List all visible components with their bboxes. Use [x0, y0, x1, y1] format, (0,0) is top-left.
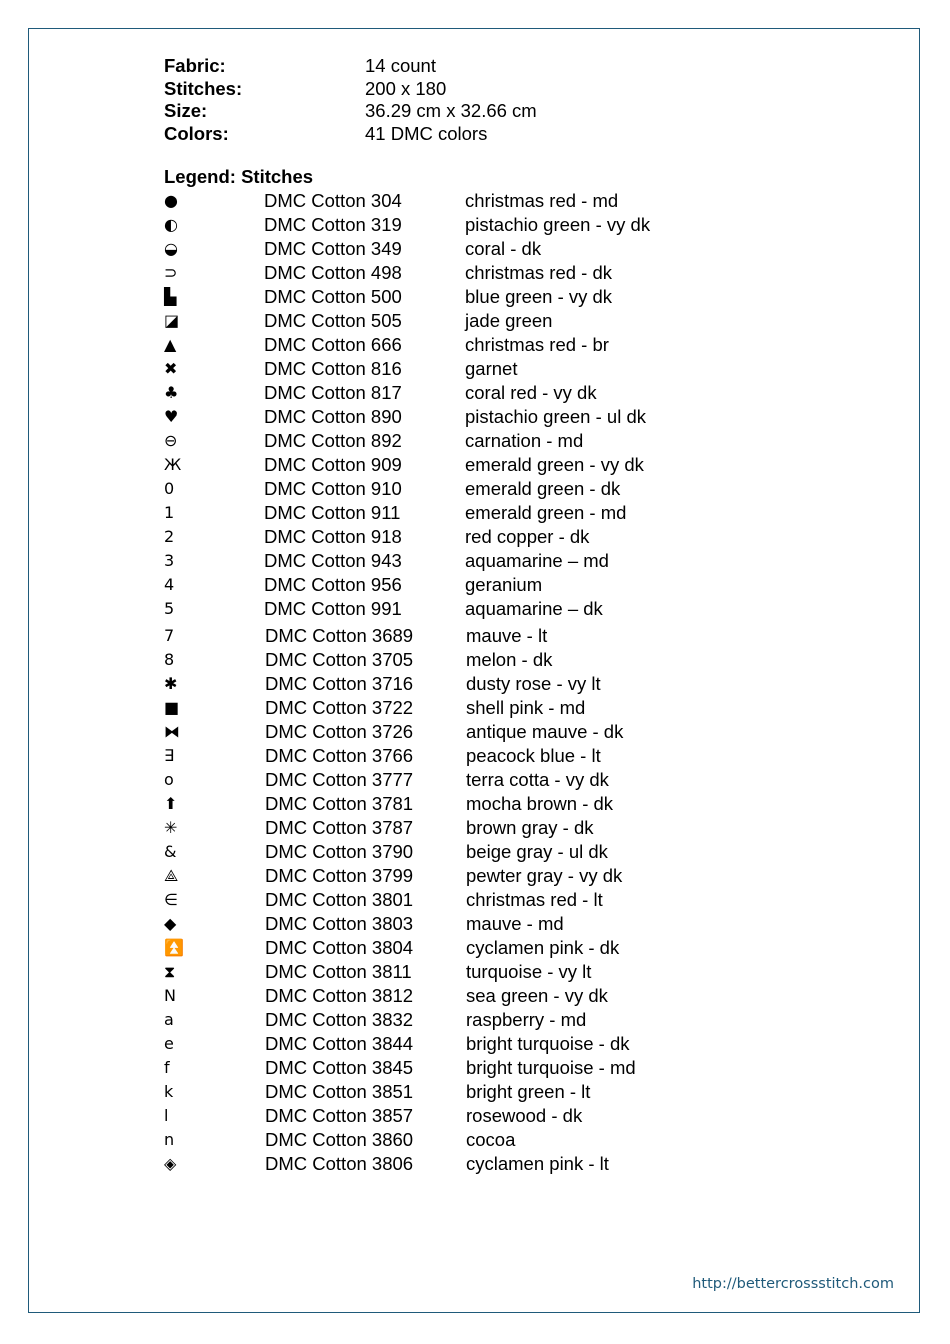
thread-code: DMC Cotton 911 [264, 502, 401, 523]
color-name: bright green - lt [466, 1081, 591, 1102]
thread-code: DMC Cotton 3689 [265, 625, 414, 646]
thread-code: DMC Cotton 3844 [265, 1033, 414, 1054]
color-name: carnation - md [465, 430, 584, 451]
stitch-symbol-icon: ✖ [164, 359, 178, 378]
thread-code: DMC Cotton 918 [264, 526, 402, 547]
legend-row [164, 573, 724, 597]
legend-row [164, 453, 724, 477]
thread-code: DMC Cotton 304 [264, 190, 402, 211]
stitch-symbol-icon: 4 [164, 575, 175, 594]
color-name: aquamarine – md [465, 550, 609, 571]
color-name: beige gray - ul dk [466, 841, 608, 862]
thread-code: DMC Cotton 319 [264, 214, 402, 235]
color-name: emerald green - md [465, 502, 627, 523]
legend-row [164, 261, 724, 285]
thread-code: DMC Cotton 890 [264, 406, 402, 427]
legend-row [164, 333, 724, 357]
stitch-symbol-icon: ◪ [164, 311, 180, 330]
color-name: emerald green - vy dk [465, 454, 644, 475]
legend-row [164, 1008, 724, 1032]
color-name: dusty rose - vy lt [466, 673, 601, 694]
legend-row [164, 501, 724, 525]
stitch-symbol-icon: ♣ [164, 383, 179, 402]
stitch-symbol-icon: ⟁ [164, 866, 179, 885]
stitch-symbol-icon: & [164, 842, 177, 861]
color-name: pistachio green - vy dk [465, 214, 651, 235]
legend-row [164, 309, 724, 333]
thread-code: DMC Cotton 3812 [265, 985, 414, 1006]
color-name: mauve - lt [466, 625, 548, 646]
legend-row [164, 816, 724, 840]
stitch-symbol-icon: l [164, 1106, 169, 1125]
legend-list [164, 189, 724, 1176]
stitch-symbol-icon: o [164, 770, 174, 789]
color-name: emerald green - dk [465, 478, 621, 499]
legend-row [164, 696, 724, 720]
color-name: turquoise - vy lt [466, 961, 592, 982]
color-name: coral red - vy dk [465, 382, 597, 403]
color-name: raspberry - md [466, 1009, 587, 1030]
color-name: terra cotta - vy dk [466, 769, 609, 790]
color-name: red copper - dk [465, 526, 590, 547]
legend-row [164, 477, 724, 501]
legend-row [164, 672, 724, 696]
stitch-symbol-icon: ◒ [164, 239, 178, 258]
color-name: garnet [465, 358, 518, 379]
legend-row [164, 840, 724, 864]
legend-row [164, 888, 724, 912]
stitch-symbol-icon: e [164, 1034, 174, 1053]
stitch-symbol-icon: ◈ [164, 1154, 177, 1173]
color-name: peacock blue - lt [466, 745, 601, 766]
legend-row [164, 189, 724, 213]
thread-code: DMC Cotton 3777 [265, 769, 414, 790]
legend-row [164, 1152, 724, 1176]
stitch-symbol-icon: n [164, 1130, 175, 1149]
stitch-symbol-icon: 7 [164, 626, 175, 645]
stitch-symbol-icon: 3 [164, 551, 175, 570]
thread-code: DMC Cotton 500 [264, 286, 402, 307]
color-name: pewter gray - vy dk [466, 865, 623, 886]
legend-row [164, 381, 724, 405]
color-name: rosewood - dk [466, 1105, 583, 1126]
legend-row [164, 525, 724, 549]
stitch-symbol-icon: ⏫ [164, 938, 184, 957]
legend-row [164, 405, 724, 429]
stitch-symbol-icon: Ж [164, 455, 182, 474]
legend-row [164, 429, 724, 453]
stitch-symbol-icon: N [164, 986, 176, 1005]
legend-row [164, 624, 724, 648]
legend-row [164, 720, 724, 744]
thread-code: DMC Cotton 991 [264, 598, 402, 619]
stitch-symbol-icon: ⧗ [164, 962, 176, 981]
legend-row [164, 213, 724, 237]
legend-row [164, 648, 724, 672]
stitch-symbol-icon: ✱ [164, 674, 178, 693]
legend-row [164, 864, 724, 888]
color-name: brown gray - dk [466, 817, 594, 838]
legend-row [164, 1032, 724, 1056]
legend-row [164, 1128, 724, 1152]
thread-code: DMC Cotton 3832 [265, 1009, 414, 1030]
stitch-symbol-icon: f [164, 1058, 170, 1077]
legend-row [164, 285, 724, 309]
stitch-symbol-icon: 8 [164, 650, 175, 669]
thread-code: DMC Cotton 3804 [265, 937, 414, 958]
color-name: christmas red - br [465, 334, 609, 355]
stitch-symbol-icon: ▲ [164, 335, 177, 354]
thread-code: DMC Cotton 3860 [265, 1129, 414, 1150]
color-name: bright turquoise - dk [466, 1033, 630, 1054]
info-label: Stitches: [164, 77, 243, 99]
thread-code: DMC Cotton 498 [264, 262, 402, 283]
color-name: sea green - vy dk [466, 985, 608, 1006]
thread-code: DMC Cotton 349 [264, 238, 402, 259]
thread-code: DMC Cotton 3845 [265, 1057, 414, 1078]
color-name: pistachio green - ul dk [465, 406, 646, 427]
thread-code: DMC Cotton 3799 [265, 865, 414, 886]
thread-code: DMC Cotton 3781 [265, 793, 414, 814]
color-name: geranium [465, 574, 543, 595]
legend-row [164, 549, 724, 573]
info-label: Colors: [164, 122, 229, 144]
stitch-symbol-icon: 1 [164, 503, 175, 522]
thread-code: DMC Cotton 943 [264, 550, 402, 571]
color-name: christmas red - dk [465, 262, 613, 283]
stitch-symbol-icon: ∃ [164, 746, 175, 765]
color-name: aquamarine – dk [465, 598, 603, 619]
stitch-symbol-icon: ⬆ [164, 794, 178, 813]
thread-code: DMC Cotton 3722 [265, 697, 414, 718]
color-name: cocoa [466, 1129, 516, 1150]
thread-code: DMC Cotton 3787 [265, 817, 414, 838]
thread-code: DMC Cotton 3806 [265, 1153, 414, 1174]
legend-row [164, 792, 724, 816]
stitch-symbol-icon: 0 [164, 479, 175, 498]
info-value: 200 x 180 [365, 77, 447, 99]
stitch-symbol-icon: ◆ [164, 914, 177, 933]
color-name: bright turquoise - md [466, 1057, 636, 1078]
thread-code: DMC Cotton 3726 [265, 721, 414, 742]
thread-code: DMC Cotton 3811 [265, 961, 412, 982]
color-name: cyclamen pink - lt [466, 1153, 609, 1174]
thread-code: DMC Cotton 909 [264, 454, 402, 475]
stitch-symbol-icon: ✳ [164, 818, 178, 837]
color-name: shell pink - md [466, 697, 586, 718]
stitch-symbol-icon: ⊖ [164, 431, 178, 450]
stitch-symbol-icon: k [164, 1082, 174, 1101]
legend-row [164, 237, 724, 261]
stitch-symbol-icon: ∈ [164, 890, 178, 909]
legend-row [164, 936, 724, 960]
color-name: christmas red - md [465, 190, 619, 211]
legend-row [164, 357, 724, 381]
legend-row [164, 744, 724, 768]
info-value: 14 count [365, 55, 436, 76]
color-name: mauve - md [466, 913, 564, 934]
legend-row [164, 1056, 724, 1080]
legend-title: Legend: Stitches [164, 166, 314, 187]
color-name: mocha brown - dk [466, 793, 614, 814]
color-name: coral - dk [465, 238, 542, 259]
stitch-symbol-icon: ⧓ [164, 722, 180, 741]
color-name: jade green [465, 310, 553, 331]
thread-code: DMC Cotton 666 [264, 334, 402, 355]
color-name: antique mauve - dk [466, 721, 624, 742]
thread-code: DMC Cotton 3790 [265, 841, 414, 862]
thread-code: DMC Cotton 3705 [265, 649, 414, 670]
legend-row [164, 1080, 724, 1104]
thread-code: DMC Cotton 3801 [265, 889, 414, 910]
info-label: Size: [164, 100, 208, 121]
thread-code: DMC Cotton 817 [264, 382, 402, 403]
thread-code: DMC Cotton 3716 [265, 673, 414, 694]
legend-row [164, 960, 724, 984]
info-value: 36.29 cm x 32.66 cm [365, 100, 537, 121]
stitch-symbol-icon: 5 [164, 599, 175, 618]
thread-code: DMC Cotton 3803 [265, 913, 414, 934]
legend-row [164, 984, 724, 1008]
color-name: blue green - vy dk [465, 286, 613, 307]
stitch-symbol-icon: ▙ [164, 287, 177, 306]
thread-code: DMC Cotton 3857 [265, 1105, 414, 1126]
thread-code: DMC Cotton 3766 [265, 745, 414, 766]
thread-code: DMC Cotton 956 [264, 574, 402, 595]
legend-row [164, 768, 724, 792]
stitch-symbol-icon: ⊃ [164, 263, 178, 282]
thread-code: DMC Cotton 892 [264, 430, 402, 451]
thread-code: DMC Cotton 816 [264, 358, 402, 379]
stitch-symbol-icon: ♥ [164, 407, 179, 426]
stitch-symbol-icon: a [164, 1010, 174, 1029]
thread-code: DMC Cotton 910 [264, 478, 402, 499]
color-name: cyclamen pink - dk [466, 937, 620, 958]
legend-row [164, 597, 724, 621]
info-label: Fabric: [164, 55, 226, 76]
legend-row [164, 1104, 724, 1128]
info-value: 41 DMC colors [365, 122, 488, 144]
website-link[interactable]: http://bettercrossstitch.com [692, 1276, 894, 1292]
thread-code: DMC Cotton 3851 [265, 1081, 414, 1102]
stitch-symbol-icon: ◐ [164, 215, 178, 234]
stitch-symbol-icon: 2 [164, 527, 175, 546]
thread-code: DMC Cotton 505 [264, 310, 402, 331]
color-name: christmas red - lt [466, 889, 603, 910]
stitch-symbol-icon: ■ [164, 698, 180, 717]
color-name: melon - dk [466, 649, 553, 670]
legend-row [164, 912, 724, 936]
stitch-symbol-icon: ● [164, 191, 178, 210]
